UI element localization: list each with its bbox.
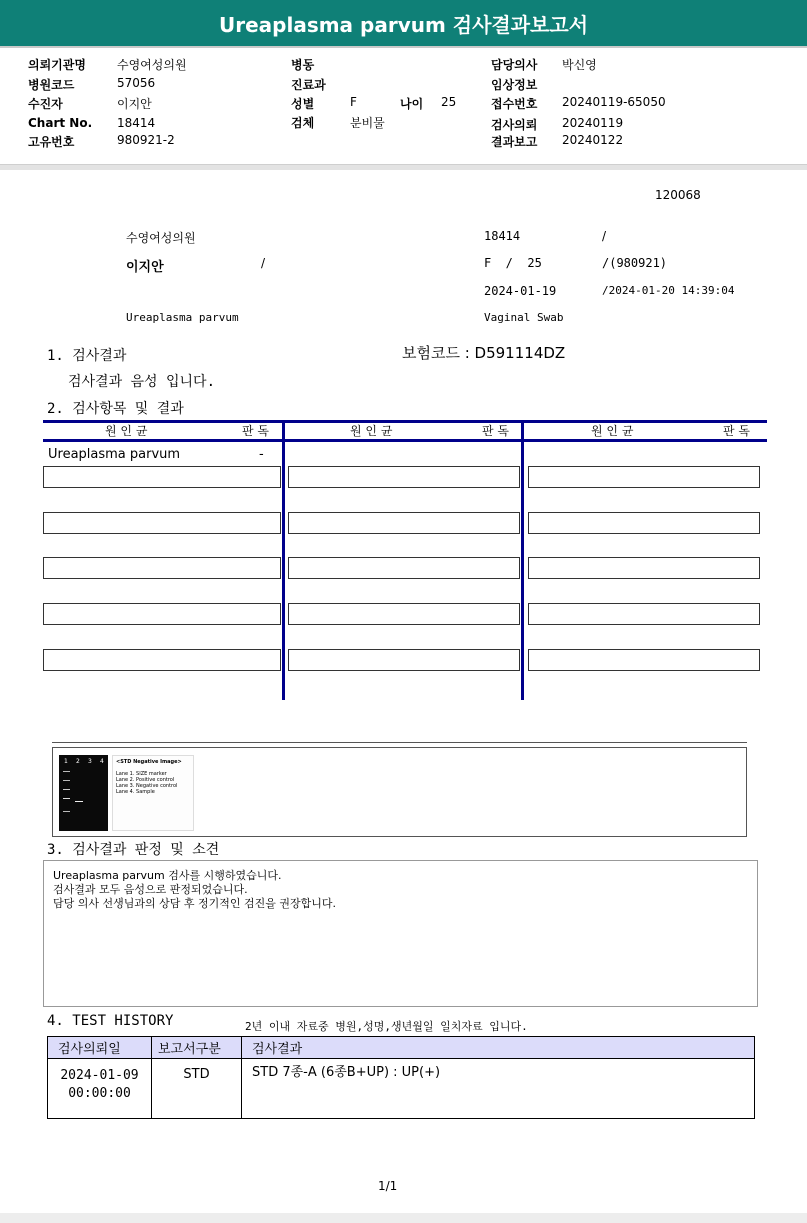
empty-result-box	[288, 557, 520, 579]
history-header-date: 검사의뢰일	[48, 1037, 152, 1059]
hospital-name-label: 의뢰기관명	[28, 58, 86, 72]
col-judge-header-1: 판 독	[242, 424, 269, 438]
hospital-code-value: 57056	[117, 76, 156, 90]
age-value: 25	[441, 95, 457, 109]
empty-result-box	[43, 557, 281, 579]
image-top-rule	[52, 742, 747, 743]
specimen-value: 분비물	[350, 116, 385, 130]
age-label: 나이	[400, 97, 424, 111]
results-table-top-rule	[43, 420, 767, 423]
empty-result-box	[43, 466, 281, 488]
results-col-divider-2	[521, 420, 524, 700]
request-date-label: 검사의뢰	[491, 118, 538, 132]
gel-band	[63, 771, 70, 772]
body-chart: 18414	[484, 229, 521, 243]
results-table-header-rule	[43, 439, 767, 442]
report-code: 120068	[655, 188, 701, 202]
lane-label: 4	[100, 758, 104, 765]
body-report-datetime: /2024-01-20 14:39:04	[602, 284, 735, 297]
gel-band	[63, 811, 70, 812]
section-1-title: 1. 검사결과	[47, 348, 127, 364]
history-note: 2년 이내 자료중 병원,성명,생년월일 일치자료 입니다.	[245, 1020, 528, 1033]
header-divider	[0, 164, 807, 170]
empty-result-box	[528, 512, 760, 534]
hospital-name-value: 수영여성의원	[117, 58, 187, 72]
col-judge-header-2: 판 독	[482, 424, 509, 438]
history-header-type: 보고서구분	[152, 1037, 242, 1059]
body-birth: /(980921)	[602, 256, 668, 270]
request-date-value: 20240119	[562, 116, 624, 130]
chart-no-label: Chart No.	[28, 116, 93, 130]
body-clinic: 수영여성의원	[126, 231, 196, 245]
sex-value: F	[350, 95, 357, 109]
gel-legend-title: <STD Negative Image>	[116, 759, 182, 765]
patient-value: 이지안	[117, 97, 152, 111]
opinion-line: 담당 의사 선생님과의 상담 후 정기적인 검진을 권장합니다.	[53, 897, 336, 910]
history-date: 2024-01-09	[60, 1068, 139, 1083]
col-pathogen-header-1: 원 인 균	[105, 424, 148, 438]
empty-result-box	[288, 466, 520, 488]
specimen-label: 검체	[291, 116, 315, 130]
result-summary: 검사결과 음성 입니다.	[68, 374, 216, 390]
patient-label: 수진자	[28, 97, 63, 111]
gel-legend-line: Lane 1. SIZE marker	[116, 771, 167, 777]
col-pathogen-header-3: 원 인 균	[591, 424, 634, 438]
history-time: 00:00:00	[68, 1086, 131, 1101]
gel-band	[63, 798, 70, 799]
body-slash-2: /	[261, 256, 266, 270]
body-specimen: Vaginal Swab	[484, 311, 564, 324]
gel-band	[63, 789, 70, 790]
page-bottom-bar	[0, 1213, 807, 1223]
empty-result-box	[43, 603, 281, 625]
insurance-code: 보험코드 : D591114DZ	[402, 344, 566, 362]
body-name: 이지안	[126, 260, 164, 275]
body-request-date: 2024-01-19	[484, 284, 557, 298]
body-slash-1: /	[602, 229, 607, 243]
result-row-judge: -	[259, 447, 264, 462]
empty-result-box	[528, 649, 760, 671]
history-table	[47, 1036, 755, 1119]
history-date-cell	[48, 1059, 152, 1119]
page-number: 1/1	[378, 1179, 398, 1193]
gel-electrophoresis-image	[59, 755, 108, 831]
gel-legend-line: Lane 2. Positive control	[116, 777, 175, 783]
gel-band	[75, 801, 83, 802]
empty-result-box	[43, 649, 281, 671]
empty-result-box	[528, 603, 760, 625]
history-header-result: 검사결과	[242, 1037, 755, 1059]
table-row	[48, 1059, 755, 1119]
empty-result-box	[288, 649, 520, 671]
report-date-value: 20240122	[562, 133, 624, 147]
receipt-no-label: 접수번호	[491, 97, 538, 111]
empty-result-box	[43, 512, 281, 534]
clinical-info-label: 임상정보	[491, 78, 538, 92]
section-2-title: 2. 검사항목 및 결과	[47, 401, 184, 417]
empty-result-box	[288, 512, 520, 534]
opinion-box	[43, 860, 758, 1007]
empty-result-box	[528, 557, 760, 579]
empty-result-box	[528, 466, 760, 488]
report-date-label: 결과보고	[491, 135, 538, 149]
chart-no-value: 18414	[117, 116, 156, 130]
empty-result-box	[288, 603, 520, 625]
body-sex-age: F / 25	[484, 256, 542, 270]
receipt-no-value: 20240119-65050	[562, 95, 666, 109]
unique-no-value: 980921-2	[117, 133, 175, 147]
lane-label: 1	[64, 758, 68, 765]
col-pathogen-header-2: 원 인 균	[350, 424, 393, 438]
col-judge-header-3: 판 독	[723, 424, 750, 438]
section-4-title: 4. TEST HISTORY	[47, 1013, 174, 1029]
doctor-label: 담당의사	[491, 58, 538, 72]
section-3-title: 3. 검사결과 판정 및 소견	[47, 842, 220, 858]
opinion-line: 검사결과 모두 음성으로 판정되었습니다.	[53, 883, 248, 896]
history-result: STD 7종-A (6종B+UP) : UP(+)	[242, 1059, 755, 1119]
results-col-divider-1	[282, 420, 285, 700]
dept-label: 진료과	[291, 78, 326, 92]
gel-legend	[112, 755, 194, 831]
ward-label: 병동	[291, 58, 315, 72]
opinion-line: Ureaplasma parvum 검사를 시행하였습니다.	[53, 869, 282, 882]
doctor-value: 박신영	[562, 58, 597, 72]
result-row-pathogen: Ureaplasma parvum	[48, 447, 181, 462]
gel-band	[63, 780, 70, 781]
lane-label: 2	[76, 758, 80, 765]
gel-legend-line: Lane 4. Sample	[116, 789, 155, 795]
hospital-code-label: 병원코드	[28, 78, 75, 92]
lane-label: 3	[88, 758, 92, 765]
sex-label: 성별	[291, 97, 315, 111]
report-title: Ureaplasma parvum 검사결과보고서	[0, 0, 807, 48]
unique-no-label: 고유번호	[28, 135, 75, 149]
gel-legend-line: Lane 3. Negative control	[116, 783, 178, 789]
body-test-name: Ureaplasma parvum	[126, 311, 239, 324]
history-type: STD	[152, 1059, 242, 1119]
